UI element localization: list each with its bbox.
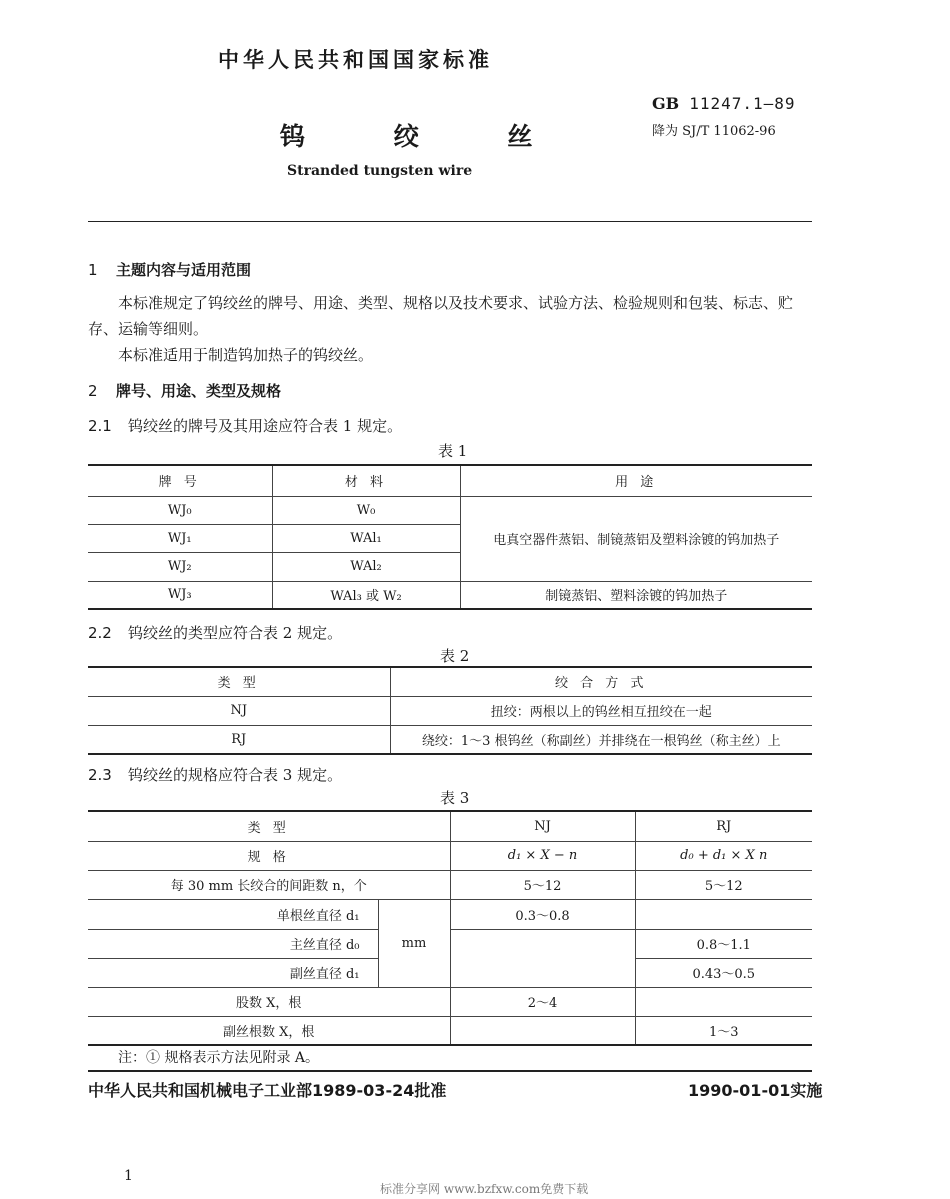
section-1-paragraph-1-continued: 存、运输等细则。 [88,320,209,338]
row-label-sub-wire-count: 副丝根数 X，根 [88,1016,450,1045]
table-header-row [88,465,812,496]
table-row [88,929,812,958]
clause-number: 2.2 [88,624,112,642]
section-title: 主题内容与适用范围 [116,261,252,279]
table-row [88,987,812,1016]
cell-grade: WJ₀ [88,496,272,524]
section-1-paragraph-2: 本标准适用于制造钨加热子的钨绞丝。 [118,346,374,364]
cell-grade: WJ₁ [88,524,272,552]
cell-use: 制镜蒸铝、塑料涂镀的钨加热子 [460,581,812,609]
standard-prefix: GB [652,94,680,113]
standard-code: 11247.1—89 [689,94,796,113]
table-3-caption: 表 3 [440,789,470,807]
row-label-spec: 规 格 [88,841,450,870]
cell-pitch-rj: 5～12 [635,870,812,899]
header-rj: RJ [635,811,812,841]
cell-grade: WJ₃ [88,581,272,609]
row-label-single-wire-diameter: 单根丝直径 d₁ [88,899,378,929]
table-2-types [88,666,812,755]
section-number: 2 [88,382,98,400]
section-1-heading [88,259,251,280]
header-grade: 牌 号 [88,465,272,496]
cell-strands-rj [635,987,812,1016]
row-label-main-wire-diameter: 主丝直径 d₀ [88,929,378,958]
header-nj: NJ [450,811,635,841]
clause-number: 2.1 [88,417,112,435]
clause-text: 钨绞丝的牌号及其用途应符合表 1 规定。 [128,417,403,435]
row-label-sub-wire-diameter: 副丝直径 d₁ [88,958,378,987]
section-1-paragraph-1: 本标准规定了钨绞丝的牌号、用途、类型、规格以及技术要求、试验方法、检验规则和包装、标志、贮 [118,294,794,312]
cell-pitch-nj: 5～12 [450,870,635,899]
header-stranding-method: 绞 合 方 式 [390,667,812,696]
table-row [88,496,812,524]
issuing-body: 中华人民共和国国家标准 [218,48,493,72]
header-divider [88,221,812,222]
table-1-grades [88,464,812,610]
cell-type: RJ [88,725,390,754]
cell-main-rj: 0.8～1.1 [635,929,812,958]
cell-unit-mm: mm [378,899,450,987]
cell-sub-count-rj: 1～3 [635,1016,812,1045]
cell-method: 扭绞：两根以上的钨丝相互扭绞在一起 [390,696,812,725]
table-header-row [88,811,812,841]
cell-method: 绕绞：1～3 根钨丝（称副丝）并排绕在一根钨丝（称主丝）上 [390,725,812,754]
header-material: 材 料 [272,465,460,496]
clause-2-3 [88,764,342,785]
cell-material: W₀ [272,496,460,524]
cell-sub-count-nj [450,1016,635,1045]
clause-2-2 [88,622,342,643]
approval-line: 中华人民共和国机械电子工业部1989-03-24批准 [88,1081,447,1100]
cell-grade: WJ₂ [88,552,272,581]
table-row [88,899,812,929]
header-type: 类 型 [88,811,450,841]
table-row [88,696,812,725]
table-row [88,581,812,609]
page-number: 1 [124,1168,133,1184]
table-2-caption: 表 2 [440,647,470,665]
section-number: 1 [88,261,98,279]
cell-material: WAl₁ [272,524,460,552]
cell-spec-nj: d₁ × X − n [450,841,635,870]
cell-single-rj [635,899,812,929]
cell-strands-nj: 2～4 [450,987,635,1016]
clause-2-1 [88,415,402,436]
section-title: 牌号、用途、类型及规格 [116,382,282,400]
clause-text: 钨绞丝的类型应符合表 2 规定。 [128,624,343,642]
header-use: 用 途 [460,465,812,496]
header-type: 类 型 [88,667,390,696]
standard-number [652,94,796,113]
table-row [88,841,812,870]
table-row [88,725,812,754]
cell-single-nj: 0.3～0.8 [450,899,635,929]
cell-spec-rj: d₀ + d₁ × X n [635,841,812,870]
cell-main-sub-nj [450,929,635,987]
table-1-caption: 表 1 [438,442,468,460]
clause-text: 钨绞丝的规格应符合表 3 规定。 [128,766,343,784]
cell-sub-rj: 0.43～0.5 [635,958,812,987]
cell-type: NJ [88,696,390,725]
clause-number: 2.3 [88,766,112,784]
implementation-date: 1990-01-01实施 [688,1081,823,1100]
table-header-row [88,667,812,696]
row-label-pitch-count: 每 30 mm 长绞合的间距数 n，个 [88,870,450,899]
table-row [88,1016,812,1045]
table-row [88,870,812,899]
table-note: 注：① 规格表示方法见附录 A。 [118,1050,320,1066]
watermark-text: 标准分享网 www.bzfxw.com免费下载 [380,1182,589,1196]
cell-material: WAl₃ 或 W₂ [272,581,460,609]
cell-use: 电真空器件蒸铝、制镜蒸铝及塑料涂镀的钨加热子 [460,496,812,581]
footer-divider [88,1070,812,1072]
cell-material: WAl₂ [272,552,460,581]
document-title: 钨 绞 丝 [280,122,573,151]
row-label-strand-count: 股数 X，根 [88,987,450,1016]
replacement-note: 降为 SJ/T 11062-96 [652,124,776,139]
document-subtitle-english: Stranded tungsten wire [287,163,473,179]
table-3-specifications [88,810,812,1046]
section-2-heading [88,380,281,401]
